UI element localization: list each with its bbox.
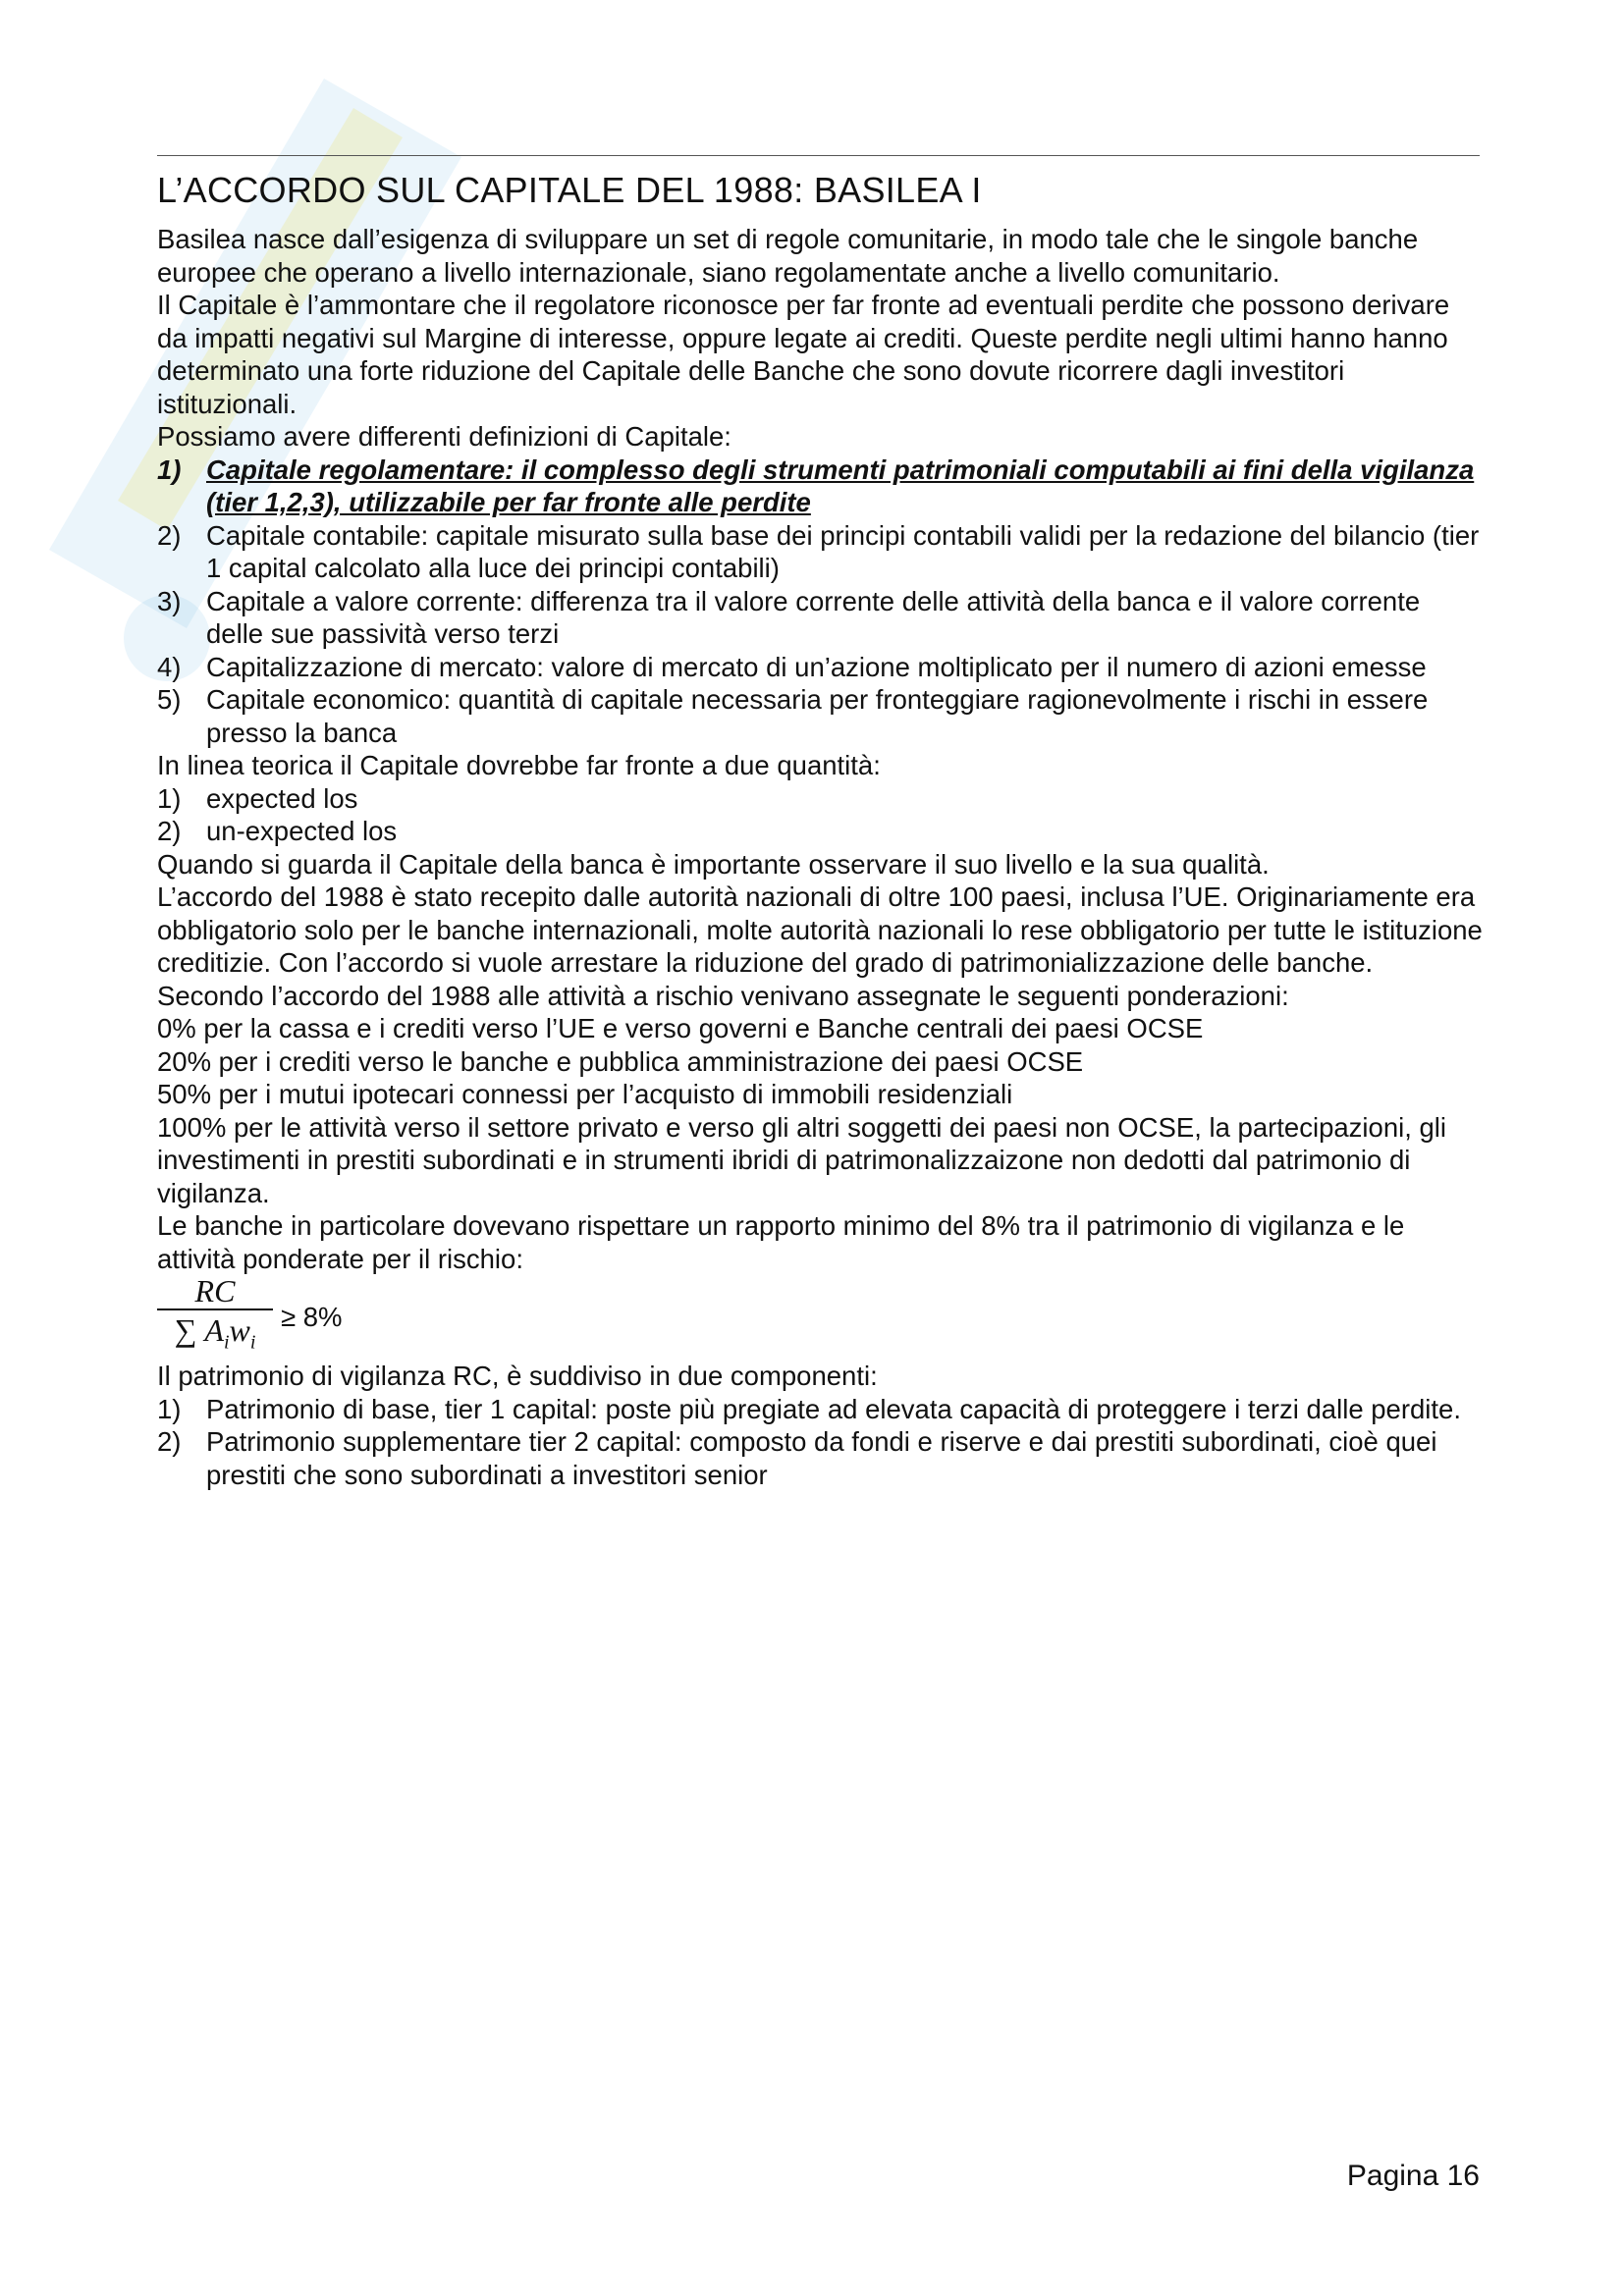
paragraph: Possiamo avere differenti definizioni di Capitale: <box>157 421 731 452</box>
list-number: 1) <box>157 782 182 814</box>
list-text: Capitale a valore corrente: differenza tra il valore corrente delle attività della banca e il valore corrente delle sue passività verso terzi <box>206 585 1421 649</box>
list-text: un-expected los <box>206 816 398 846</box>
list-text: Capitale regolamentare: il complesso degli strumenti patrimoniali computabili ai fini della vigilanza (tier 1,2,3), utilizzabile per far fronte alle perdite <box>206 454 1475 517</box>
formula-comparison: ≥ 8% <box>281 1302 343 1333</box>
page-number: Pagina 16 <box>1346 2160 1480 2192</box>
paragraph: Quando si guarda il Capitale della banca è importante osservare il suo livello e la sua qualità. <box>157 848 1270 880</box>
list-number: 4) <box>157 651 182 682</box>
weighting-line: 0% per la cassa e i crediti verso l’UE e verso governi e Banche centrali dei paesi OCSE <box>157 1013 1204 1043</box>
list-number: 5) <box>157 684 182 715</box>
paragraph: Le banche in particolare dovevano rispettare un rapporto minimo del 8% tra il patrimonio di vigilanza e le attività ponderate per il rischio: <box>157 1210 1405 1274</box>
paragraph: Il Capitale è l’ammontare che il regolatore riconosce per far fronte ad eventuali perdite che possono derivare da impatti negativi sul Margine di interesse, oppure legate ai crediti. Queste perdite negli ultimi hanno hanno determinato una forte riduzione del Capitale delle Banche che sono dovute ricorrere dagli investitori istituzionali. <box>157 290 1450 419</box>
paragraph: In linea teorica il Capitale dovrebbe far fronte a due quantità: <box>157 750 881 780</box>
formula-denominator: ∑ $A_iw_i$ <box>174 1311 256 1354</box>
list-item <box>157 454 1483 519</box>
quantities-list <box>157 782 1483 848</box>
list-number: 2) <box>157 519 182 551</box>
list-number: 1) <box>157 1393 182 1424</box>
list-text: Capitalizzazione di mercato: valore di mercato di un’azione moltiplicato per il numero di azioni emesse <box>206 651 1427 682</box>
weighting-line: 100% per le attività verso il settore privato e verso gli altri soggetti dei paesi non OCSE, la partecipazioni, gli investimenti in prestiti subordinati e in strumenti ibridi di patrimonalizzaizone non dedotti dal patrimonio di vigilanza. <box>157 1111 1447 1208</box>
formula-fraction <box>157 1273 273 1362</box>
weighting-line: 20% per i crediti verso le banche e pubblica amministrazione dei paesi OCSE <box>157 1045 1084 1077</box>
list-text: Capitale economico: quantità di capitale necessaria per fronteggiare ragionevolmente i rischi in essere presso la banca <box>206 684 1429 748</box>
list-number: 3) <box>157 585 182 616</box>
components-list <box>157 1393 1483 1492</box>
list-text: expected los <box>206 782 358 814</box>
list-item <box>157 1393 1483 1426</box>
list-item <box>157 815 1483 848</box>
paragraph: Secondo l’accordo del 1988 alle attività a rischio venivano assegnate le seguenti ponderazioni: <box>157 980 1289 1011</box>
paragraph: L’accordo del 1988 è stato recepito dalle autorità nazionali di oltre 100 paesi, inclusa l’UE. Originariamente era obbligatorio solo per le banche internazionali, molte autorità nazionali lo rese obbligatorio per tutte le istituzione creditizie. Con l’accordo si vuole arrestare la riduzione del grado di patrimonializzazione delle banche. <box>157 881 1483 978</box>
list-item <box>157 683 1483 749</box>
list-item <box>157 519 1483 585</box>
capital-ratio-formula <box>157 1272 1483 1358</box>
list-number: 2) <box>157 816 182 846</box>
list-number: 1) <box>157 454 182 485</box>
paragraph: Basilea nasce dall’esigenza di sviluppare un set di regole comunitarie, in modo tale che le singole banche europee che operano a livello internazionale, siano regolamentate anche a livello comunitario. <box>157 224 1419 288</box>
paragraph: Il patrimonio di vigilanza RC, è suddiviso in due componenti: <box>157 1361 878 1391</box>
header-rule <box>157 155 1480 156</box>
formula-numerator: RC <box>194 1272 236 1308</box>
list-item <box>157 1425 1483 1491</box>
list-item <box>157 585 1483 651</box>
list-text: Patrimonio di base, tier 1 capital: poste più pregiate ad elevata capacità di proteggere i terzi dalle perdite. <box>206 1393 1461 1424</box>
page-content <box>157 167 1483 1491</box>
list-number: 2) <box>157 1426 182 1457</box>
list-item <box>157 651 1483 684</box>
page-title: L’ACCORDO SUL CAPITALE DEL 1988: BASILEA I <box>157 170 982 210</box>
list-item <box>157 782 1483 816</box>
list-text: Capitale contabile: capitale misurato sulla base dei principi contabili validi per la redazione del bilancio (tier 1 capital calcolato alla luce dei principi contabili) <box>206 519 1480 583</box>
weighting-line: 50% per i mutui ipotecari connessi per l’acquisto di immobili residenziali <box>157 1079 1013 1109</box>
capital-definitions-list <box>157 454 1483 750</box>
list-text: Patrimonio supplementare tier 2 capital: composto da fondi e riserve e dai prestiti subordinati, cioè quei prestiti che sono subordinati a investitori senior <box>206 1426 1437 1490</box>
